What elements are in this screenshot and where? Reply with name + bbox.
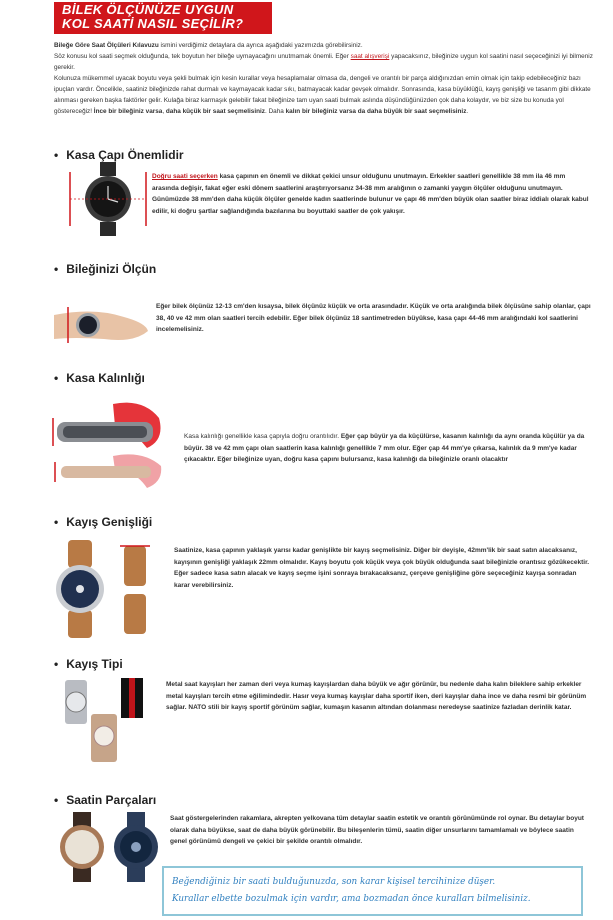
- intro-guide-title: Bileğe Göre Saat Ölçüleri Kılavuzu: [54, 42, 159, 49]
- section-body-strap-width: Saatinize, kasa çapının yaklaşık yarısı kadar genişlikte bir kayış seçmelisiniz. Diğer bir deyişle, 42mm'lik bir saat satın alacaksanız, kayışının genişliği yaklaşık 22mm olmalıdır. Kayış boyutu çok küçük veya çok büyük olduğunda saat bileğinizle orantısız gözükecektir. Eğer sadece kasa satın alacak ve kayış seçme işini sonraya bırakacaksanız, çerçeve genişliğine göre seçeceğiniz kayışa sonradan karar verebilirsiniz.: [174, 547, 590, 589]
- intro-p2-b: yapacaksınız, bileğinize uygun kol saatini nasıl seçeceğinizi iyi bilmeniz gerekir.: [54, 53, 593, 71]
- page-banner: [54, 2, 272, 34]
- intro-p2-a: Söz konusu kol saati seçmek olduğunda, tek boyutun her bileğe uymayacağını unutmamak önemli. Eğer: [54, 53, 351, 60]
- intro-p3: Kolunuza mükemmel uyacak boyutu veya şekli bulmak için kesin kurallar veya hesaplamalar olmasa da, dengeli ve orantılı bir parça aldığınızdan emin olmak için takip edebileceğiniz bazı ipuçları vardır. Öncelikle, saatiniz bileğinizde rahat durmalı ve kaymayacak kadar sıkı, batmayacak kadar gevşek olmalıdır. Sonrasında, kasa büyüklüğü, kayış genişliği ve tasarım gibi dikkate alınması gereken başka faktörler gelir. Kulağa biraz karmaşık gelebilir fakat bileğinize tam uyan saati bulmak aslında düşündüğünüzden çok daha kolaydır, ve biz size bu konuda yol göstereceğiz!: [54, 75, 591, 115]
- strap-type-image: [57, 676, 153, 766]
- section-heading-case-thickness: • Kasa Kalınlığı: [54, 371, 145, 385]
- intro-p3-bold-1: İnce bir bileğiniz varsa: [93, 108, 163, 115]
- choose-watch-link[interactable]: Doğru saati seçerken: [152, 173, 218, 180]
- watch-diameter-image: [66, 162, 150, 236]
- wrist-measure-image: [54, 297, 150, 349]
- banner-line-1: BİLEK ÖLÇÜNÜZE UYGUN: [62, 2, 234, 17]
- intro-text: [54, 40, 594, 117]
- watch-parts-image: [57, 812, 167, 882]
- closing-line-2: Kurallar elbette bozulmak için vardır, ama bozmadan önce kuralları bilmelisiniz.: [172, 894, 531, 904]
- section-heading-strap-width: • Kayış Genişliği: [54, 515, 153, 529]
- section-title: Kasa Kalınlığı: [66, 371, 145, 385]
- section-body: Eğer çap büyür ya da küçülürse, kasanın kalınlığı da aynı oranda küçülür ya da büyür. 38 ve 42 mm çapı olan saatlerin kasa kalınlığı genellikle 7 mm olur. Eğer çap 44 mm'ye çıkarsa, kalınlık da 9 mm'ye kadar çıkacaktır. Eğer bileğinize uyan, doğru kasa çapını bulursanız, kasa kalınlığı da bileğinizle oranlı olacaktır: [184, 433, 585, 463]
- section-body-measure-wrist: Eğer bilek ölçünüz 12-13 cm'den kısaysa, bilek ölçünüz küçük ve orta arasındadır. Küçük ve orta aralığında bilek ölçüsüne sahip olanlar, çapı 38, 40 ve 42 mm olan saatleri tercih edebilir. Eğer bilek ölçünüz 18 santimetreden büyükse, kasa çapı 44-46 mm aralığındaki kol saatlerini incelemelisiniz.: [156, 303, 591, 333]
- intro-p3-bold-2: daha küçük bir saat seçmelisiniz: [165, 108, 266, 115]
- section-title: Kayış Tipi: [66, 657, 123, 671]
- section-title: Kasa Çapı Önemlidir: [66, 148, 184, 162]
- banner-line-2: KOL SAATİ NASIL SEÇİLİR?: [62, 16, 244, 31]
- case-thickness-image: [43, 400, 167, 492]
- intro-p3-sep-2: . Daha: [265, 108, 286, 115]
- section-title: Kayış Genişliği: [66, 515, 153, 529]
- section-body-watch-parts: Saat göstergelerinden rakamlara, akrepten yelkovana tüm detaylar saatin estetik ve orantılı görünümünde rol oynar. Bu detaylar boyut olarak daha büyükse, saat de daha büyük görünebilir. Bu bileşenlerin tümü, saatin diğer unsurlarını tamamlamalı ve böylece saatin genel görünümü dengeli ve çekici bir şekilde orantılı olmalıdır.: [170, 815, 584, 845]
- section-body-case-diameter: [152, 171, 592, 217]
- section-title: Saatin Parçaları: [66, 793, 157, 807]
- section-heading-measure-wrist: • Bileğinizi Ölçün: [54, 262, 157, 276]
- closing-line-1: Beğendiğiniz bir saati bulduğunuzda, son karar kişisel tercihinize düşer.: [172, 877, 496, 887]
- strap-width-image: [54, 540, 164, 638]
- section-body-strap-type: Metal saat kayışları her zaman deri veya kumaş kayışlardan daha büyük ve ağır görünür, bu nedenle daha kalın bileklere sahip erkekler metal kayışları tercih etme eğilimindedir. Hasır veya kumaş kayışlar daha sportif iken, deri kayışlar daha ince ve daha resmi bir görünüm sağlar. NATO stili bir kayış sportif görünüm sağlar, kumaşın kasanın altından dolanması neredeyse saatinize fazladan derinlik katar.: [166, 681, 587, 711]
- intro-p3-sep-1: ,: [162, 108, 166, 115]
- intro-p3-bold-3: kalın bir bileğiniz varsa da daha büyük bir saat seçmelisiniz: [285, 108, 467, 115]
- section-body: kasa çapının en önemli ve dikkat çekici unsur olduğunu unutmayın. Erkekler saatleri genellikle 38 mm ila 46 mm arasında değişir, fakat eğer eski dönem saatlerini araştırıyorsanız 34-38 mm aralığının o zamanki yaygın ölçüler olduğunu unutmayın. Günümüzde 38 mm'den daha küçük ölçüler genelde kadın saatlerinde bulunur ve çapı 46 mm'den büyük olan saatler biraz iddialı olarak kabul edilir, ki doğru şartlar sağlandığında bazılarına bu boyuttaki saatler de çok yakışır.: [152, 173, 589, 215]
- closing-note-box: [162, 866, 583, 916]
- section-lead: Kasa kalınlığı genellikle kasa çapıyla doğru orantılıdır.: [184, 433, 341, 440]
- section-heading-strap-type: • Kayış Tipi: [54, 657, 123, 671]
- intro-p3-end: .: [466, 108, 469, 115]
- section-body-case-thickness: [184, 431, 588, 466]
- section-heading-watch-parts: • Saatin Parçaları: [54, 793, 157, 807]
- section-heading-case-diameter: • Kasa Çapı Önemlidir: [54, 148, 184, 162]
- shopping-link[interactable]: saat alışverişi: [350, 53, 390, 60]
- intro-p1-rest: ismini verdiğimiz detaylara da ayrıca aşağıdaki yazımızda görebilirsiniz.: [158, 42, 363, 49]
- section-title: Bileğinizi Ölçün: [66, 262, 157, 276]
